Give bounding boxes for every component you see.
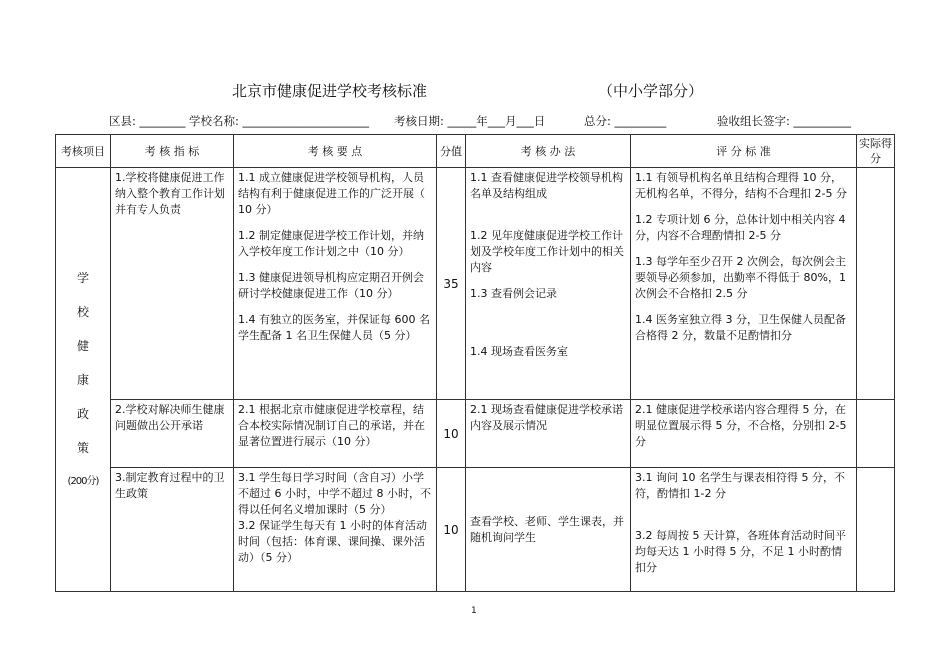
standard-item: 1.3 每学年至少召开 2 次例会，每次例会主要领导必须参加，出勤率不得低于 80%，1 次例会不合格扣 2.5 分: [635, 255, 846, 300]
category-cell: [56, 168, 111, 592]
table-row: [56, 168, 895, 400]
actual-score-cell[interactable]: [857, 168, 895, 400]
score-cell: 10: [437, 468, 466, 592]
method-item: 1.1 查看健康促进学校领导机构名单及结构组成: [470, 171, 623, 200]
date-field: 考核日期: _____年___月___日: [394, 114, 546, 128]
indicator-cell: 1.学校将健康促进工作纳入整个教育工作计划并有专人负责: [111, 168, 234, 400]
method-item: 1.3 查看例会记录: [470, 287, 557, 300]
requirement-cell: [234, 400, 437, 468]
header-standard: 评 分 标 准: [631, 135, 857, 168]
requirement-cell: [234, 468, 437, 592]
title-text: 北京市健康促进学校考核标准: [232, 82, 428, 100]
standard-cell: [631, 168, 857, 400]
requirement-item: 3.1 学生每日学习时间（含自习）小学不超过 6 小时，中学不超过 8 小时，不得以任何名义增加课时（5 分）: [238, 471, 431, 516]
requirement-item: 1.3 健康促进领导机构应定期召开例会研讨学校健康促进工作（10 分）: [238, 271, 424, 300]
assessment-table: [55, 134, 895, 592]
indicator-cell: 2.学校对解决师生健康问题做出公开承诺: [111, 400, 234, 468]
method-item: 1.2 见年度健康促进学校工作计划及学校年度工作计划中的相关内容: [470, 229, 624, 274]
requirement-item: 3.2 保证学生每天有 1 小时的体育活动时间（包括：体育课、课间操、课外活动）（5 分）: [238, 519, 427, 564]
category-char: 政: [76, 406, 89, 421]
method-cell: [466, 168, 631, 400]
requirement-cell: [234, 168, 437, 400]
score-cell: 35: [437, 168, 466, 400]
table-header-row: [56, 135, 895, 168]
header-actual: 实际得分: [857, 135, 895, 168]
header-method: 考 核 办 法: [466, 135, 631, 168]
school-field: 学校名称: ______________________: [189, 114, 370, 128]
standard-cell: [631, 400, 857, 468]
standard-item: 3.2 每周按 5 天计算，各班体育活动时间平均每天达 1 小时得 5 分，不足 1 小时酌情扣分: [635, 529, 846, 574]
indicator-cell: 3.制定教育过程中的卫生政策: [111, 468, 234, 592]
requirement-item: 1.2 制定健康促进学校工作计划，并纳入学校年度工作计划之中（10 分）: [238, 229, 424, 258]
title-subtitle: （中小学部分）: [598, 82, 704, 100]
standard-item: 1.4 医务室独立得 3 分，卫生保健人员配备合格得 2 分，数量不足酌情扣分: [635, 313, 846, 342]
header-requirement: 考 核 要 点: [234, 135, 437, 168]
requirement-item: 2.1 根据北京市健康促进学校章程，结合本校实际情况制订自己的承诺，并在显著位置进行展示（10 分）: [238, 403, 425, 448]
method-cell: [466, 468, 631, 592]
table-row: [56, 468, 895, 592]
document-title: [232, 80, 704, 101]
actual-score-cell[interactable]: [857, 468, 895, 592]
total-field: 总分: _________: [584, 114, 667, 128]
method-cell: [466, 400, 631, 468]
signature-field: 验收组长签字: __________: [717, 114, 852, 128]
requirement-item: 1.4 有独立的医务室，并保证每 600 名学生配备 1 名卫生保健人员（5 分）: [238, 313, 430, 342]
method-item: 查看学校、老师、学生课表，并随机询问学生: [470, 514, 624, 544]
category-char: 健: [76, 338, 89, 353]
requirement-item: 1.1 成立健康促进学校领导机构，人员结构有利于健康促进工作的广泛开展（ 10 分）: [238, 171, 425, 216]
category-char: 策: [76, 440, 89, 455]
page-number: 1: [471, 606, 477, 616]
category-points: (200分): [67, 475, 99, 487]
header-indicator: 考 核 指 标: [111, 135, 234, 168]
method-item: 2.1 现场查看健康促进学校承诺内容及展示情况: [470, 403, 623, 432]
header-project: 考核项目: [56, 135, 111, 168]
standard-item: 3.1 询问 10 名学生与课表相符得 5 分，不符，酌情扣 1-2 分: [635, 471, 845, 500]
table-row: [56, 400, 895, 468]
district-field: 区县: ________: [109, 114, 186, 128]
standard-cell: [631, 468, 857, 592]
standard-item: 1.1 有领导机构名单且结构合理得 10 分，无机构名单，不得分，结构不合理扣 2-5 分: [635, 171, 847, 200]
header-score: 分值: [437, 135, 466, 168]
method-item: 1.4 现场查看医务室: [470, 345, 568, 358]
category-char: 康: [76, 372, 89, 387]
standard-item: 2.1 健康促进学校承诺内容合理得 5 分，在明显位置展示得 5 分，不合格，分别扣 2-5 分: [635, 403, 847, 448]
standard-item: 1.2 专项计划 6 分，总体计划中相关内容 4 分，内容不合理酌情扣 2-5 分: [635, 213, 846, 242]
actual-score-cell[interactable]: [857, 400, 895, 468]
score-cell: 10: [437, 400, 466, 468]
category-char: 校: [76, 304, 89, 319]
category-char: 学: [76, 270, 89, 285]
